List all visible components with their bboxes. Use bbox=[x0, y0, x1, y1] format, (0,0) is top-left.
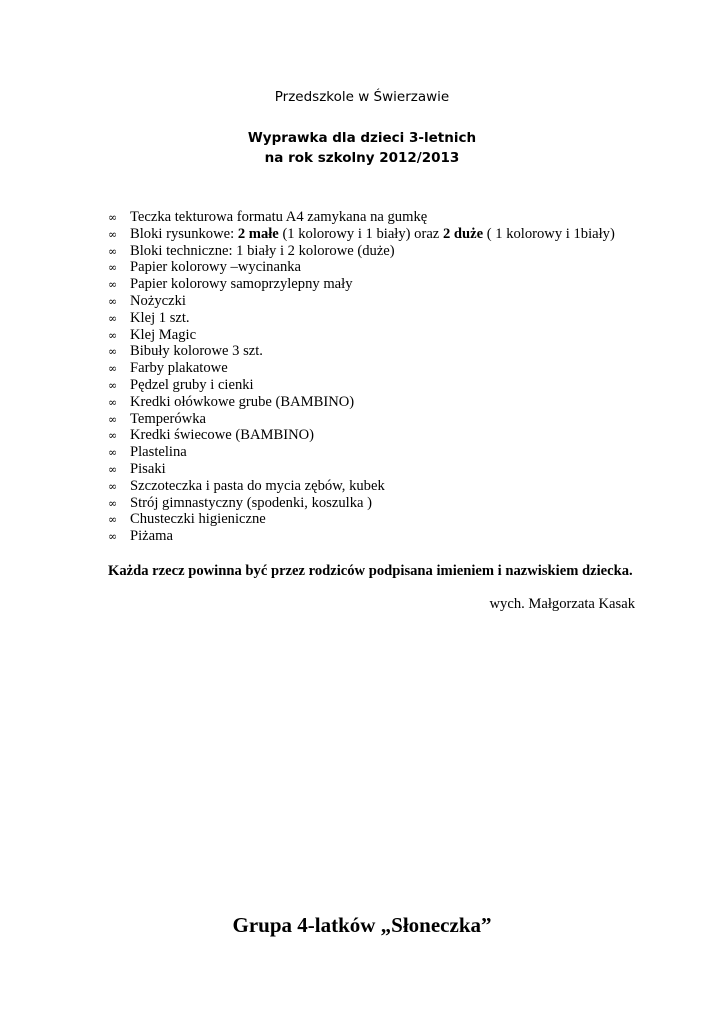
labeling-note: Każda rzecz powinna być przez rodziców podpisana imieniem i nazwiskiem dziecka. bbox=[108, 563, 633, 579]
list-item bbox=[108, 511, 708, 528]
list-item-text: Chusteczki higieniczne bbox=[130, 511, 266, 528]
list-item-text: Papier kolorowy –wycinanka bbox=[130, 259, 302, 276]
bullet-icon: ∞ bbox=[108, 328, 118, 342]
list-item bbox=[108, 343, 708, 360]
list-item-text: Temperówka bbox=[130, 410, 206, 427]
document-title-line1: Wyprawka dla dzieci 3-letnich bbox=[247, 130, 477, 146]
bullet-icon: ∞ bbox=[108, 362, 118, 376]
list-item-text: Klej Magic bbox=[130, 326, 197, 343]
list-item bbox=[108, 226, 708, 243]
bullet-icon: ∞ bbox=[108, 311, 118, 325]
list-item-text: ( 1 kolorowy i 1biały) bbox=[486, 225, 615, 242]
list-item-text: Bibuły kolorowe 3 szt. bbox=[130, 343, 263, 360]
bullet-icon: ∞ bbox=[108, 395, 118, 409]
bullet-icon: ∞ bbox=[108, 496, 118, 510]
list-item bbox=[108, 528, 708, 545]
list-item bbox=[108, 461, 708, 478]
bullet-icon: ∞ bbox=[108, 429, 118, 443]
list-item-text: Szczoteczka i pasta do mycia zębów, kubek bbox=[130, 477, 385, 494]
bullet-icon: ∞ bbox=[108, 446, 118, 460]
list-item bbox=[108, 276, 708, 293]
bullet-icon: ∞ bbox=[108, 261, 118, 275]
bullet-icon: ∞ bbox=[108, 378, 118, 392]
list-item bbox=[108, 293, 708, 310]
list-item bbox=[108, 377, 708, 394]
list-item bbox=[108, 444, 708, 461]
group-title: Grupa 4-latków „Słoneczka” bbox=[232, 913, 492, 937]
bullet-icon: ∞ bbox=[108, 462, 118, 476]
bullet-icon: ∞ bbox=[108, 412, 118, 426]
author-signature: wych. Małgorzata Kasak bbox=[489, 596, 635, 612]
list-item bbox=[108, 259, 708, 276]
list-item bbox=[108, 495, 708, 512]
bullet-icon: ∞ bbox=[108, 294, 118, 308]
list-item bbox=[108, 360, 708, 377]
bullet-icon: ∞ bbox=[108, 244, 118, 258]
list-item bbox=[108, 310, 708, 327]
list-item-text: Nożyczki bbox=[130, 292, 186, 309]
list-item-bold: 2 duże bbox=[442, 225, 484, 242]
bullet-icon: ∞ bbox=[108, 530, 118, 544]
bullet-icon: ∞ bbox=[108, 211, 118, 224]
list-item-text: Bloki rysunkowe: bbox=[130, 225, 235, 242]
bullet-icon: ∞ bbox=[108, 479, 118, 493]
list-item bbox=[108, 411, 708, 428]
bullet-icon: ∞ bbox=[108, 278, 118, 292]
list-item-text: Strój gimnastyczny (spodenki, koszulka ) bbox=[130, 494, 372, 511]
list-item-text: Klej 1 szt. bbox=[130, 309, 190, 326]
list-item bbox=[108, 243, 708, 260]
school-name: Przedszkole w Świerzawie bbox=[274, 89, 450, 105]
list-item bbox=[108, 394, 708, 411]
bullet-icon: ∞ bbox=[108, 345, 118, 359]
list-item-text: Teczka tekturowa formatu A4 zamykana na gumkę bbox=[130, 209, 428, 225]
list-item-text: Kredki ołówkowe grube (BAMBINO) bbox=[130, 393, 355, 410]
list-item bbox=[108, 209, 708, 226]
list-item-bold: 2 małe bbox=[237, 225, 279, 242]
list-item-text: Bloki techniczne: 1 biały i 2 kolorowe (duże) bbox=[130, 242, 395, 259]
bullet-icon: ∞ bbox=[108, 513, 118, 527]
list-item-text: Pisaki bbox=[130, 460, 166, 477]
list-item bbox=[108, 327, 708, 344]
list-item-text: (1 kolorowy i 1 biały) oraz bbox=[282, 225, 443, 242]
list-item bbox=[108, 427, 708, 444]
supply-list bbox=[108, 209, 708, 545]
bullet-icon: ∞ bbox=[108, 227, 118, 241]
list-item-text: Kredki świecowe (BAMBINO) bbox=[130, 427, 315, 444]
list-item-text: Pędzel gruby i cienki bbox=[130, 376, 254, 393]
list-item-text: Papier kolorowy samoprzylepny mały bbox=[130, 276, 353, 293]
document-title-line2: na rok szkolny 2012/2013 bbox=[264, 150, 460, 166]
list-item-text: Farby plakatowe bbox=[130, 360, 228, 377]
list-item-text: Plastelina bbox=[130, 444, 187, 461]
list-item-text: Piżama bbox=[130, 528, 173, 545]
list-item bbox=[108, 478, 708, 495]
